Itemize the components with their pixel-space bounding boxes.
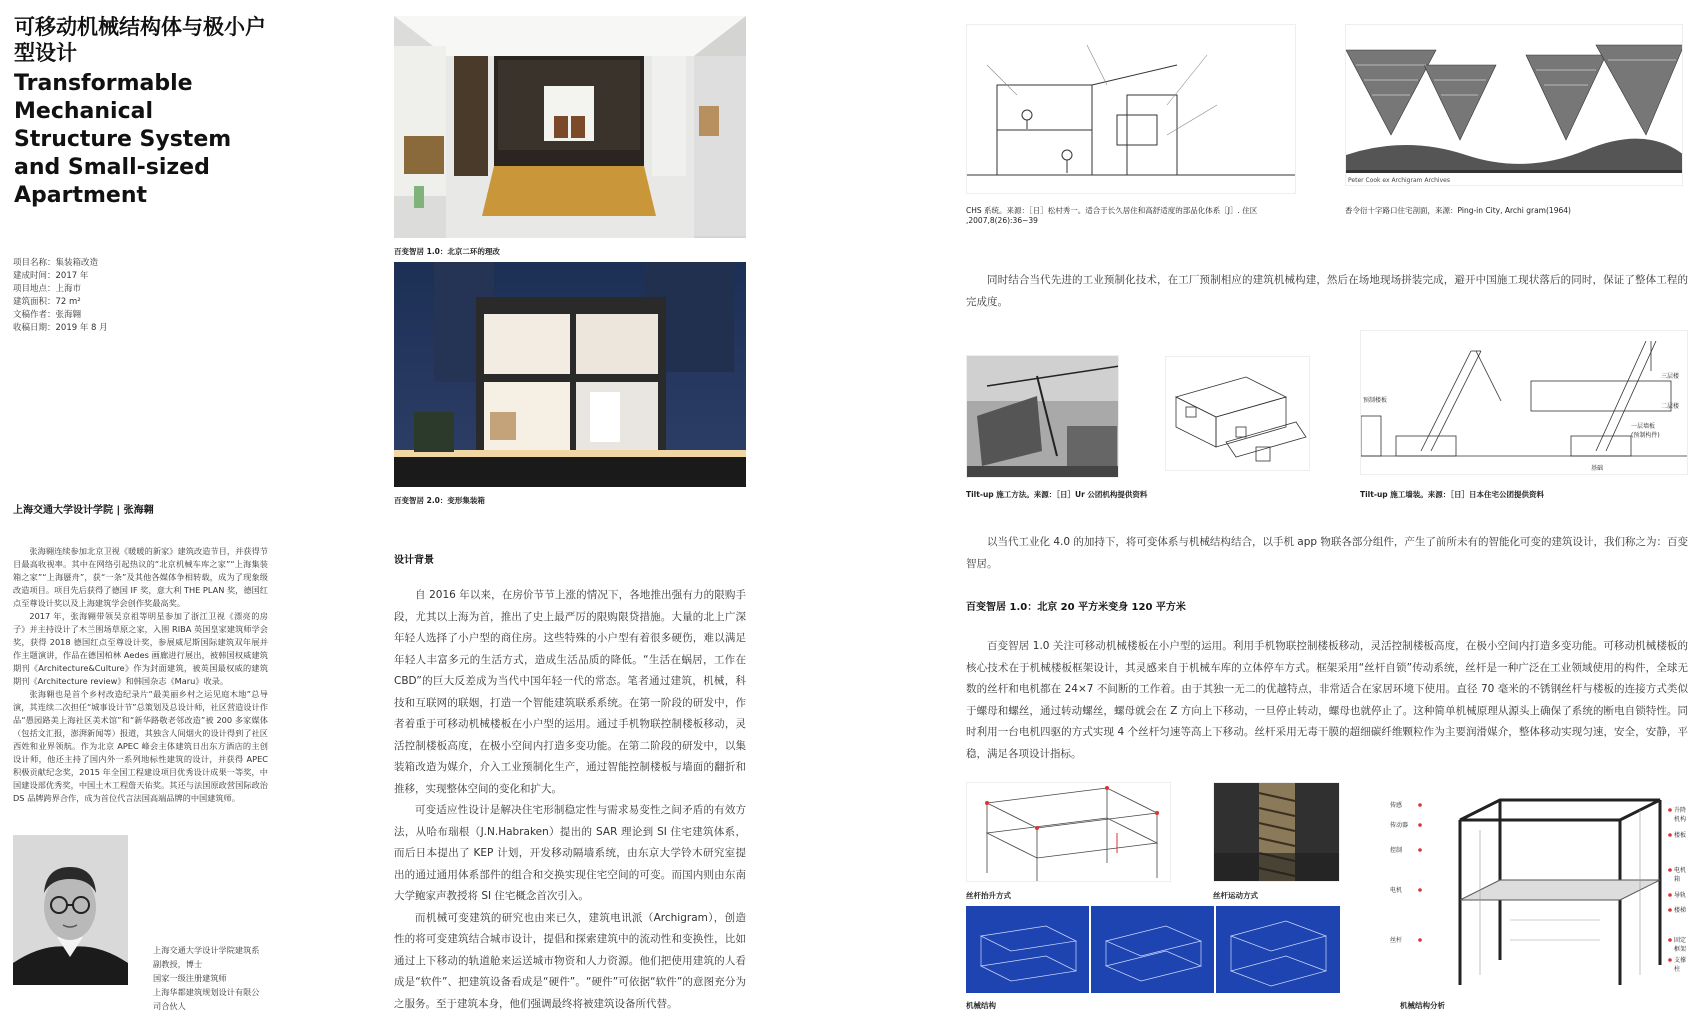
author-portrait: [13, 835, 128, 985]
photo-container-night: [394, 262, 746, 487]
analysis-label-5: 升降机构: [1674, 807, 1687, 823]
background-paragraph: 而机械可变建筑的研究也由来已久，建筑电讯派（Archigram），创造性的将可变建筑结合城市设计，提倡和探索建筑中的流动性和变换性，比如通过上下移动的轨道舱来运送城市物资和人力资源。他们把使用建筑的人看成是“软件”、把建筑设备看成是“硬件”。“硬件”可依据“软件”的意图充分为之服务。至于建筑本身，他们强调最终将被建筑设备所代替。: [394, 911, 746, 1010]
fig-chs-system: [966, 24, 1296, 194]
fig-screw-lift: [966, 782, 1171, 882]
fig-tiltup-photo: [966, 355, 1119, 478]
analysis-label-3: 电机: [1390, 887, 1403, 894]
author-caption: [153, 943, 278, 1013]
fig-archigram-caption: 香令衍十字路口住宅剖面，来源：Ping-in City, Archi gram(1964): [1345, 206, 1571, 215]
fig-screw-motion: [1213, 782, 1340, 882]
fig-mechanical-structure-caption: 机械结构: [966, 1001, 996, 1010]
section-1-0-body: [966, 636, 1688, 765]
analysis-label-8: 导轨: [1674, 892, 1687, 899]
section-heading-1-0: 百变智居 1.0：北京 20 平方米变身 120 平方米: [966, 602, 1186, 613]
analysis-label-1: 传动器: [1390, 822, 1409, 829]
author-bio: [13, 545, 268, 805]
crane-label-base: 基础: [1591, 465, 1604, 472]
author-caption-line: 上海交通大学设计学院建筑系: [153, 945, 260, 955]
bio-paragraph: 2017 年，张海翱带领吴京祖等明星参加了浙江卫视《漂亮的房子》并主持设计了木兰围场草原之家，入围 RIBA 英国皇家建筑师学会奖，获得 2018 德国红点至尊设计奖，参展威尼斯国际建筑双年展并作主题演讲，作品在德国柏林 Aedes 画廊进行展出，被韩国权威建筑期刊《Architecture&Culture》作为封面建筑，被英国最权威的建筑期刊《Architecture review》和韩国杂志《Maru》收录。: [13, 611, 268, 686]
meta-line: 文稿作者：张海翱: [13, 310, 82, 320]
title-chinese: 可移动机械结构体与极小户型设计: [14, 15, 266, 65]
smart-home-intro-text: 以当代工业化 4.0 的加持下，将可变体系与机械结构结合，以手机 app 物联各部分组件，产生了前所未有的智能化可变的建筑设计，我们称之为：百变智居。: [966, 536, 1688, 570]
smart-home-intro: [966, 532, 1688, 575]
meta-line: 收稿日期：2019 年 8 月: [13, 323, 108, 333]
fig-archigram-credit: Peter Cook ex Archigram Archives: [1348, 177, 1450, 184]
analysis-label-10: 固定框架: [1674, 937, 1687, 953]
analysis-label-9: 楼梯: [1674, 907, 1687, 914]
fig-mechanical-analysis-caption: 机械结构分析: [1400, 1001, 1445, 1010]
author-caption-line: 国家一级注册建筑师: [153, 973, 227, 983]
design-background-heading: 设计背景: [394, 555, 434, 566]
analysis-label-11: 支撑柱: [1674, 957, 1687, 973]
background-paragraph: 可变适应性设计是解决住宅形制稳定性与需求易变性之间矛盾的有效方法，从哈布瑞根（J.N.Habraken）提出的 SAR 理论到 SI 住宅建筑体系，而后日本提出了 KEP 计划，开发移动隔墙系统，由东京大学铃木研究室提出的通过通用体系部件的组合和交换实现住宅空间的可变。而国内则由东南大学鲍家声教授将 SI 住宅概念首次引入。: [394, 804, 746, 902]
author-caption-line: 司合伙人: [153, 1001, 186, 1011]
project-meta: [13, 257, 108, 335]
fig-archigram: [1345, 24, 1683, 186]
meta-line: 建筑面积：72 m²: [13, 297, 81, 307]
photo-interior-1: [394, 16, 746, 238]
analysis-label-7: 电机箱: [1674, 867, 1687, 883]
crane-label-2f: 二层楼: [1661, 403, 1680, 410]
fig-chs-caption: CHS 系统。来源：［日］松村秀一。适合于长久居住和高舒适度的部品化体系［J］. 住区 ,2007,8(26):36~39: [966, 206, 1258, 225]
photo1-caption: 百变智居 1.0：北京二环的理改: [394, 247, 500, 256]
design-background-text: [394, 585, 746, 1015]
analysis-label-6: 楼板: [1674, 832, 1687, 839]
fig-mechanical-analysis: [1390, 790, 1690, 990]
meta-line: 建成时间：2017 年: [13, 271, 89, 281]
author-caption-line: 副教授，博士: [153, 959, 203, 969]
fig-crane-diagram: [1360, 330, 1688, 475]
photo2-caption: 百变智居 2.0：变形集装箱: [394, 496, 485, 505]
author-caption-line: 上海华都建筑规划设计有限公: [153, 987, 260, 997]
meta-line: 项目地点：上海市: [13, 284, 82, 294]
bio-paragraph: 张海翱也是首个乡村改造纪录片“最美丽乡村之运见庭木地”总导演，其连续二次担任“城事设计节”总策划及总设计师，社区营造设计作品“愚园路美上海社区美术馆”和“新华路敬老邻改造”被 200 多家媒体（包括文汇报，澎湃新闻等）报道，其独含人间烟火的设计得到了社区西姓和业界领航。作为北京 APEC 峰会主体建筑日出东方酒店的主创设计师，他还主持了国内外一系列地标性建筑的设计，并获得 APEC 积极贡献纪念奖，2015 年全国工程建设项目优秀设计成果一等奖，中国建设部优秀奖，中国土木工程詹天佑奖。其还与法国原政营国际政治 DS 品牌跨界合作，成为首位代言法国高端品牌的中国建筑师。: [13, 689, 268, 803]
fig-mechanical-structure: [966, 906, 1340, 993]
fig-screw-motion-caption: 丝杆运动方式: [1213, 891, 1258, 900]
fig-screw-lift-caption: 丝杆抬升方式: [966, 891, 1011, 900]
fig-tiltup-diagram: [1165, 356, 1310, 471]
author-heading: 上海交通大学设计学院 | 张海翱: [13, 505, 154, 516]
analysis-label-2: 控制: [1390, 847, 1403, 854]
analysis-label-4: 丝杆: [1390, 937, 1403, 944]
section-1-0-text: 百变智居 1.0 关注可移动机械楼板在小户型的运用。利用手机物联控制楼板移动，灵活控制楼板高度，在极小空间内打造多变功能。可移动机械楼板的核心技术在于机械楼板框架设计，其灵感来自于机械车库的立体停车方式。框架采用“丝杆自锁”传动系统，丝杆是一种广泛在工业领域使用的构件，全球无数的丝杆和电机都在 24×7 不间断的工作着。由于其独一无二的优越特点，非常适合在家居环境下使用。直径 70 毫米的不锈钢丝杆与楼板的连接方式类似于螺母和螺丝，通过转动螺丝，螺母就会在 Z 方向上下移动，一旦停止转动，螺母也就停止了。这种简单机械原理从源头上确保了系统的断电自锁特性。同时利用一台电机四驱的方式实现 4 个丝杆匀速等高上下移动。丝杆采用无毒干膜的超细碳纤维颗粒作为主要润滑媒介，整体移动实现匀速，安全，安静，平稳，满足各项设计指标。: [966, 640, 1688, 760]
title-english: Transformable Mechanical Structure System and Small-sized Apartment: [14, 71, 232, 208]
background-paragraph: 自 2016 年以来，在房价节节上涨的情况下，各地推出强有力的限购手段，尤其以上海为首，推出了史上最严厉的限购限贷措施。大量的北上广深年轻人选择了小户型的商住房。这些特殊的小户型有着很多硬伤，难以满足年轻人丰富多元的生活方式，造成生活品质的降低。“生活在蜗居，工作在 CBD”的巨大反差成为当代中国年轻一代的常态。笔者通过建筑，机械，科技和互联网的联姻，打造一个智能建筑联系系统。在第一阶段的研发中，作者着重于可移动机械楼板在小户型的运用。通过手机物联控制楼板移动，灵活控制楼板高度，在极小空间内打造多变功能。在第二阶段的研发中，以集装箱改造为媒介，介入工业预制化生产，通过智能控制楼板与墙面的翻折和推移，实现整体空间的变化和扩大。: [394, 589, 746, 795]
crane-label-wall: 一层墙板 (预制构件): [1631, 423, 1660, 439]
prefab-paragraph: [966, 270, 1688, 313]
bio-paragraph: 张海翱连续参加北京卫视《暖暖的新家》建筑改造节目，并获得节目最高收视率。其中在网络引起热议的“北京机械车库之家”“上海集装箱之家”“上海蜃舟”，获“一条”及其他各媒体争相转载，成为了现象级改造项目。项目先后获得了德国 IF 奖，意大利 THE PLAN 奖，德国红点至尊设计奖以及上海建筑学会创作奖最高奖。: [13, 546, 268, 608]
crane-label-slab: 预制楼板: [1363, 397, 1388, 404]
crane-label-3f: 三层楼: [1661, 373, 1680, 380]
analysis-label-0: 传感: [1390, 802, 1403, 809]
meta-line: 项目名称：集装箱改造: [13, 258, 99, 268]
fig-tiltup-method-caption: Tilt-up 施工方法。来源：［日］Ur 公团机构提供资料: [966, 490, 1148, 499]
prefab-text: 同时结合当代先进的工业预制化技术，在工厂预制相应的建筑机械构建，然后在场地现场拼装完成，避开中国施工现状落后的同时，保证了整体工程的完成度。: [966, 274, 1688, 308]
fig-tiltup-install-caption: Tilt-up 施工墙装。来源：［日］日本住宅公团提供资料: [1360, 490, 1545, 499]
